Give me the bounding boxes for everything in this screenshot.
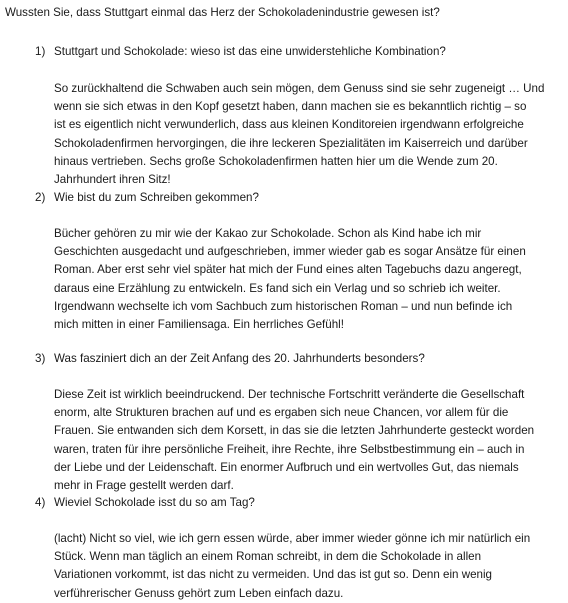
answer-line: Diese Zeit ist wirklich beeindruckend. Der technische Fortschritt veränderte die Gesellschaft bbox=[54, 388, 525, 401]
answer-line: daraus eine Erzählung zu entwickeln. Es fand sich ein Verlag und so schrieb ich weiter. bbox=[54, 281, 501, 295]
question-number: 1) bbox=[35, 45, 46, 58]
answer-line: Stück. Wenn man täglich an einem Roman schreibt, in dem die Schokolade in allen bbox=[54, 550, 482, 564]
answer-line: Bücher gehören zu mir wie der Kakao zur Schokolade. Schon als Kind habe ich mir bbox=[54, 227, 482, 240]
answer-line: enorm, alte Strukturen brachen auf und es ergaben sich neue Chancen, vor allem für die bbox=[54, 406, 509, 420]
answer-line: So zurückhaltend die Schwaben auch sein mögen, dem Genuss sind sie sehr zugeneigt … Und bbox=[54, 82, 545, 95]
question-text: Was fasziniert dich an der Zeit Anfang des 20. Jahrhunderts besonders? bbox=[54, 352, 425, 365]
answer-line: verführerischer Genuss gehört zum Leben einfach dazu. bbox=[54, 586, 344, 600]
question-text: Wieviel Schokolade isst du so am Tag? bbox=[54, 496, 255, 509]
question-1 bbox=[35, 43, 555, 61]
answer-line: Jahrhundert ihren Sitz! bbox=[54, 172, 171, 186]
question-2 bbox=[35, 189, 555, 207]
answer-2 bbox=[54, 225, 564, 334]
answer-line: wenn sie sich etwas in den Kopf gesetzt haben, dann machen sie es bekanntlich richtig – so bbox=[54, 100, 527, 114]
question-number: 3) bbox=[35, 352, 46, 365]
question-text: Wie bist du zum Schreiben gekommen? bbox=[54, 191, 259, 204]
answer-line: Geschichten ausgedacht und aufgeschrieben, immer wieder gab es sogar Ansätze für einen bbox=[54, 245, 526, 259]
answer-line: hinaus vertrieben. Sechs große Schokoladenfirmen hatten hier um die Wende zum 20. bbox=[54, 154, 498, 168]
answer-line: (lacht) Nicht so viel, wie ich gern essen würde, aber immer wieder gönne ich mir natürlich ein bbox=[54, 532, 531, 545]
answer-line: Schokoladenfirmen hervorgingen, die ihre leckeren Spezialitäten im Kaiserreich und darüber bbox=[54, 136, 528, 150]
answer-line: der Liebe und der Leidenschaft. Ein enormer Aufbruch und ein wertvolles Gut, das niemals bbox=[54, 460, 519, 474]
answer-line: Roman. Aber erst sehr viel später hat mich der Fund eines alten Tagebuchs dazu angeregt, bbox=[54, 263, 522, 277]
answer-line: Frauen. Sie entwanden sich dem Korsett, in das sie die letzten Jahrhunderte gesteckt worden bbox=[54, 424, 535, 438]
question-text: Stuttgart und Schokolade: wieso ist das eine unwiderstehliche Kombination? bbox=[54, 45, 446, 58]
question-number: 4) bbox=[35, 496, 46, 509]
question-number: 2) bbox=[35, 191, 46, 204]
question-4 bbox=[35, 494, 555, 512]
answer-line: ist es eigentlich nicht verwunderlich, dass aus kleinen Konditoreien irgendwann erfolgreiche bbox=[54, 118, 524, 132]
answer-line: Irgendwann wechselte ich vom Sachbuch zum historischen Roman – und nun befinde ich bbox=[54, 299, 513, 313]
answer-line: mich mitten in einer Familiensaga. Ein herrliches Gefühl! bbox=[54, 317, 344, 331]
answer-3 bbox=[54, 386, 564, 495]
question-3 bbox=[35, 350, 555, 368]
answer-line: waren, traten für ihre persönliche Freiheit, ihre Rechte, ihre Selbstbestimmung ein – auch in bbox=[54, 442, 525, 456]
answer-line: mehr in Frage gestellt werden darf. bbox=[54, 478, 234, 492]
answer-line: Variationen vorkommt, ist das nicht zu vermeiden. Und das ist gut so. Denn ein wenig bbox=[54, 568, 492, 582]
intro-question: Wussten Sie, dass Stuttgart einmal das Herz der Schokoladenindustrie gewesen ist? bbox=[5, 6, 440, 19]
answer-4 bbox=[54, 530, 564, 603]
answer-1 bbox=[54, 80, 564, 189]
